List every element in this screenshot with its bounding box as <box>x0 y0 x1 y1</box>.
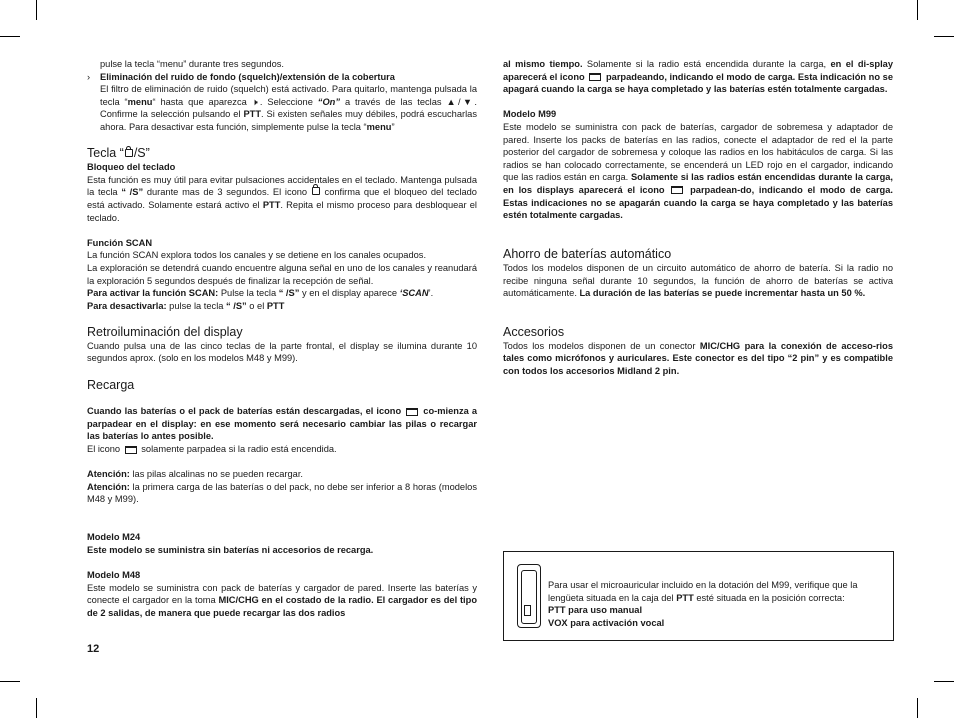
recarga-warning: Cuando las baterías o el pack de baterías están descargadas, el icono co-mienza a parpadear en el display: en ese momento será necesario cambiar las pilas o recargar las baterías lo antes posible. <box>87 406 477 442</box>
scan-deactivate: Para desactivarla: pulse la tecla “ /S” o el PTT <box>87 300 285 311</box>
attention-1: Atención: las pilas alcalinas no se pueden recargar. <box>87 469 304 480</box>
m99-title: Modelo M99 <box>503 109 557 120</box>
crop-mark <box>0 681 20 682</box>
crop-mark <box>0 36 20 37</box>
crop-mark <box>917 698 918 718</box>
scan-text-2: La exploración se detendrá cuando encuentre alguna señal en uno de los canales y reanudará la exploración 5 segundos después de finalizar la recepción de señal. <box>87 262 477 286</box>
m48-text: Este modelo se suministra con pack de baterías y cargador de pared. Inserte las baterías y conecte el cargador en la toma MIC/CHG en el costado de la radio. El cargador es del tipo de 2 salidas, de manera que puede recargar las dos radios <box>87 582 477 618</box>
bullet-arrow: › <box>87 71 91 82</box>
scan-title: Función SCAN <box>87 237 153 248</box>
speaker-icon: 🕨 <box>251 96 260 107</box>
m99-text: Este modelo se suministra con pack de baterías, cargador de sobremesa y adaptador de pared. Inserte los packs de baterías en las radios, conecte el adaptador de red el la parte posterior del cargador de sobremesa y coloque las radios en los habitáculos de carga. Si las radios se han colocado correctamente, se encenderá un LED rojo en el cargador, indicando que las radios están en carga. Solamente si las radios están encendidas durante la carga, en los displays aparecerá el icono parpadean-do, indicando el modo de carga. Estas indicaciones no se apagarán cuando la carga se haya completado y las baterías estén totalmente cargadas. <box>503 121 893 221</box>
tecla-subtitle: Bloqueo del teclado <box>87 162 176 173</box>
squelch-text: El filtro de eliminación de ruido (squelch) está activado. Para quitarlo, mantenga pulsada la tecla “menu“ hasta que aparezca 🕨. Seleccione “On” a través de las teclas ▲/▼. Confirme la selección pulsando el PTT. Si existen señales muy débiles, podrá escucharlas ahora. Para desactivar esta función, simplemente pulse la tecla “menu” <box>100 84 478 132</box>
crop-mark <box>934 681 954 682</box>
backlight-text: Cuando pulsa una de las cinco teclas de la parte frontal, el display se ilumina durante 10 segundos aprox. (solo en los modelos M48 y M99). <box>87 340 477 364</box>
battery-icon <box>589 73 601 81</box>
m48-title: Modelo M48 <box>87 569 141 580</box>
vox-line: VOX para activación vocal <box>548 617 665 628</box>
crop-mark <box>36 698 37 718</box>
m24-text: Este modelo se suministra sin baterías ni accesorios de recarga. <box>87 544 374 555</box>
attention-2: Atención: la primera carga de las baterías o del pack, no debe ser inferior a 8 horas (modelos M48 y M99). <box>87 481 477 505</box>
lock-icon <box>125 149 133 157</box>
scan-activate: Para activar la función SCAN: Pulse la tecla “ /S” y en el display aparece ‘SCAN’. <box>87 288 434 299</box>
ahorro-text: Todos los modelos disponen de un circuito automático de ahorro de batería. Si la radio no recibe ninguna señal durante 10 segundos, la función de ahorro de baterías se activa automáticamente. La duración de las baterías se puede incrementar hasta un 50 %. <box>503 262 893 299</box>
backlight-heading: Retroiluminación del display <box>87 324 243 339</box>
squelch-section <box>87 71 477 134</box>
tecla-heading: Tecla “ /S” <box>87 146 150 161</box>
crop-mark <box>917 0 918 20</box>
squelch-title: Eliminación del ruido de fondo (squelch)/extensión de la cobertura <box>100 71 395 82</box>
recarga-icon-note: El icono solamente parpadea si la radio está encendida. <box>87 444 337 455</box>
accesorios-heading: Accesorios <box>503 324 565 339</box>
battery-icon <box>125 446 137 454</box>
battery-icon <box>406 408 418 416</box>
ahorro-heading: Ahorro de baterías automático <box>503 246 672 261</box>
battery-icon <box>671 186 683 194</box>
accesorios-text: Todos los modelos disponen de un conector MIC/CHG para la conexión de acceso-rios tales como micrófonos y auriculares. Este conector es del tipo “2 pin” y es compatible con todos los accesorios Midland 2 pin. <box>503 340 893 377</box>
left-column <box>87 58 477 619</box>
lock-icon <box>312 187 320 195</box>
page-number: 12 <box>87 643 100 655</box>
ptt-note-box <box>503 551 894 641</box>
scan-text-1: La función SCAN explora todos los canales y se detiene en los canales ocupados. <box>87 250 427 261</box>
ptt-device-body <box>521 570 537 624</box>
m48-continued: al mismo tiempo. Solamente si la radio está encendida durante la carga, en el di-splay aparecerá el icono parpadeando, indicando el modo de carga. Esta indicación no se apagará cuando la carga se haya completado y las baterías estén totalmente cargadas. <box>503 59 893 95</box>
crop-mark <box>934 36 954 37</box>
right-column <box>503 58 893 378</box>
tecla-text: Esta función es muy útil para evitar pulsaciones accidentales en el teclado. Mantenga pulsada la tecla “ /S” durante mas de 3 segundos. El icono confirma que el bloqueo del teclado está activado. Solamente estará activo el PTT. Repita el mismo proceso para desbloquear el teclado. <box>87 174 477 223</box>
intro-line: pulse la tecla “menu” durante tres segundos. <box>100 59 284 69</box>
ptt-note-text: Para usar el microauricular incluido en la dotación del M99, verifique que la lengüeta situada en la caja del PTT esté situada en la posición correcta: PTT para uso manual VOX para activación vocal <box>548 580 858 628</box>
recarga-heading: Recarga <box>87 377 135 392</box>
ptt-switch-icon <box>524 605 531 616</box>
ptt-device-illustration <box>517 564 541 628</box>
m24-title: Modelo M24 <box>87 532 141 543</box>
crop-mark <box>36 0 37 20</box>
ptt-manual-line: PTT para uso manual <box>548 605 643 616</box>
